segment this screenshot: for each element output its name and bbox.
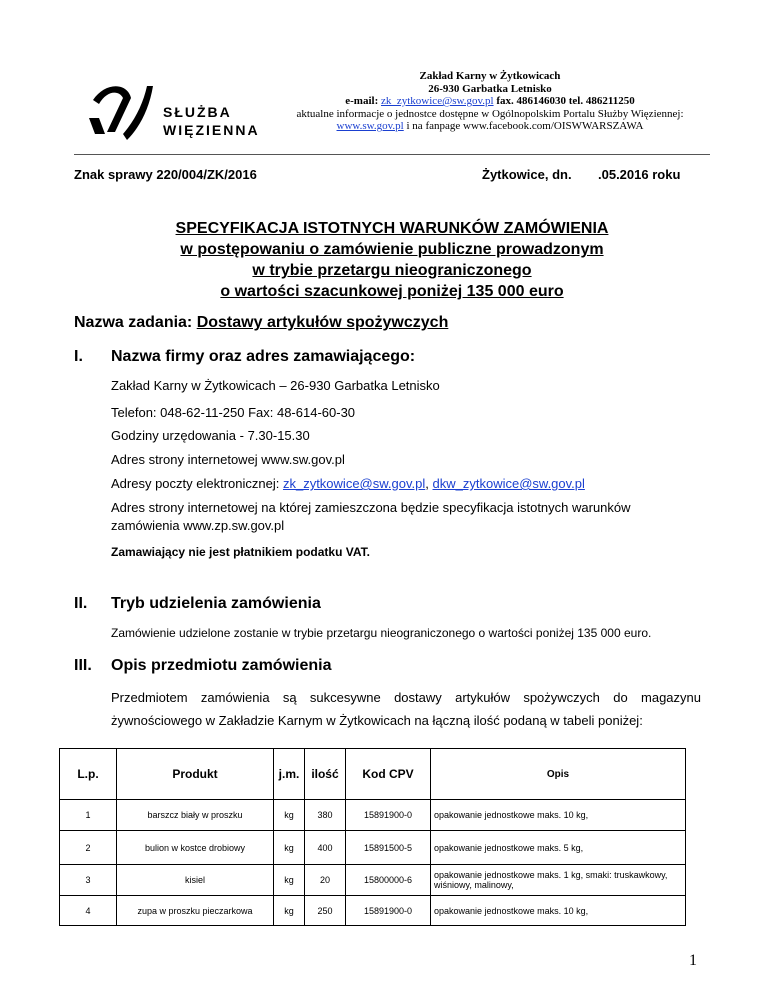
institution-name: Zakład Karny w Żytkowicach bbox=[419, 70, 561, 82]
cell-desc: opakowanie jednostkowe maks. 5 kg, bbox=[431, 831, 686, 865]
portal-info: aktualne informacje o jednostce dostępne w Ogólnopolskim Portalu Służby Więziennej: bbox=[296, 107, 684, 120]
title-line-4: o wartości szacunkowej poniżej 135 000 euro bbox=[220, 283, 564, 300]
col-header-cpv: Kod CPV bbox=[346, 749, 431, 800]
contracting-phone: Telefon: 048-62-11-250 Fax: 48-614-60-30 bbox=[111, 405, 356, 420]
logo-text-line2: WIĘZIENNA bbox=[163, 122, 260, 138]
email-link-1[interactable]: zk_zytkowice@sw.gov.pl bbox=[282, 476, 426, 491]
logo-emblem-icon bbox=[85, 80, 155, 150]
section-3-text: Przedmiotem zamówienia są sukcesywne dostawy artykułów spożywczych do magazynu żywnościowego w Zakładzie Karnym w Żytkowicach na łączną ilość podaną w tabeli poniżej: bbox=[111, 690, 701, 728]
table-header-row bbox=[60, 749, 686, 800]
email-label: e-mail: bbox=[345, 95, 381, 107]
cell-product: kisiel bbox=[117, 865, 274, 896]
cell-cpv: 15891900-0 bbox=[346, 800, 431, 831]
table-row bbox=[60, 831, 686, 865]
cell-qty: 20 bbox=[305, 865, 346, 896]
section-1-title: Nazwa firmy oraz adres zamawiającego: bbox=[111, 348, 416, 365]
header-divider bbox=[74, 154, 710, 155]
email-separator: , bbox=[425, 476, 433, 491]
cell-product: barszcz biały w proszku bbox=[117, 800, 274, 831]
cell-lp: 4 bbox=[60, 896, 117, 926]
cell-lp: 2 bbox=[60, 831, 117, 865]
cell-unit: kg bbox=[274, 896, 305, 926]
cell-desc: opakowanie jednostkowe maks. 1 kg, smaki: truskawkowy, wiśniowy, malinowy, bbox=[431, 865, 686, 896]
cell-lp: 3 bbox=[60, 865, 117, 896]
col-header-unit: j.m. bbox=[274, 749, 305, 800]
header-www-link[interactable]: www.sw.gov.pl bbox=[336, 120, 404, 132]
products-table bbox=[59, 748, 686, 926]
document-date: .05.2016 roku bbox=[598, 167, 681, 182]
header-email-link[interactable]: zk_zytkowice@sw.gov.pl bbox=[380, 95, 494, 107]
col-header-qty: ilość bbox=[305, 749, 346, 800]
place-date: Żytkowice, dn. bbox=[482, 167, 572, 182]
section-2-number: II. bbox=[74, 595, 88, 612]
section-3-number: III. bbox=[74, 657, 92, 674]
task-value: Dostawy artykułów spożywczych bbox=[196, 314, 449, 331]
cell-desc: opakowanie jednostkowe maks. 10 kg, bbox=[431, 896, 686, 926]
website: Adres strony internetowej www.sw.gov.pl bbox=[111, 452, 345, 467]
institution-address: 26-930 Garbatka Letnisko bbox=[428, 82, 552, 95]
section-3-title: Opis przedmiotu zamówienia bbox=[111, 657, 332, 674]
section-2-text: Zamówienie udzielone zostanie w trybie przetargu nieograniczonego o wartości poniżej 135 000 euro. bbox=[111, 626, 652, 640]
cell-unit: kg bbox=[274, 865, 305, 896]
office-hours: Godziny urzędowania - 7.30-15.30 bbox=[111, 428, 310, 443]
cell-cpv: 15891500-5 bbox=[346, 831, 431, 865]
document-title bbox=[74, 218, 710, 302]
email-addresses bbox=[111, 475, 585, 493]
table-row bbox=[60, 865, 686, 896]
cell-qty: 400 bbox=[305, 831, 346, 865]
spec-website: Adres strony internetowej na której zamieszczona będzie specyfikacja istotnych warunków zamówienia www.zp.sw.gov.pl bbox=[111, 500, 631, 533]
fax-tel: fax. 486146030 tel. 486211250 bbox=[493, 95, 635, 107]
section-1-number: I. bbox=[74, 348, 83, 365]
table-row bbox=[60, 896, 686, 926]
email-link-2[interactable]: dkw_zytkowice@sw.gov.pl bbox=[432, 476, 585, 491]
col-header-desc: Opis bbox=[431, 749, 686, 800]
vat-notice: Zamawiający nie jest płatnikiem podatku VAT. bbox=[111, 545, 370, 559]
cell-cpv: 15800000-6 bbox=[346, 865, 431, 896]
cell-unit: kg bbox=[274, 831, 305, 865]
page-number: 1 bbox=[689, 952, 697, 969]
letterhead bbox=[250, 70, 730, 133]
title-line-3: w trybie przetargu nieograniczonego bbox=[252, 262, 532, 279]
title-line-1: SPECYFIKACJA ISTOTNYCH WARUNKÓW ZAMÓWIENIA bbox=[175, 220, 609, 237]
task-name bbox=[74, 314, 448, 332]
col-header-product: Produkt bbox=[117, 749, 274, 800]
cell-product: zupa w proszku pieczarkowa bbox=[117, 896, 274, 926]
cell-lp: 1 bbox=[60, 800, 117, 831]
title-line-2: w postępowaniu o zamówienie publiczne prowadzonym bbox=[180, 241, 604, 258]
cell-desc: opakowanie jednostkowe maks. 10 kg, bbox=[431, 800, 686, 831]
logo-text-line1: SŁUŻBA bbox=[163, 104, 232, 120]
case-number: Znak sprawy 220/004/ZK/2016 bbox=[74, 167, 257, 182]
logo bbox=[85, 80, 270, 150]
contracting-address: Zakład Karny w Żytkowicach – 26-930 Garbatka Letnisko bbox=[111, 378, 440, 393]
task-label: Nazwa zadania: bbox=[74, 314, 197, 331]
section-2-title: Tryb udzielenia zamówienia bbox=[111, 595, 321, 612]
cell-cpv: 15891900-0 bbox=[346, 896, 431, 926]
cell-unit: kg bbox=[274, 800, 305, 831]
cell-qty: 250 bbox=[305, 896, 346, 926]
emails-label: Adresy poczty elektronicznej: bbox=[111, 476, 283, 491]
col-header-lp: L.p. bbox=[60, 749, 117, 800]
table-row bbox=[60, 800, 686, 831]
cell-qty: 380 bbox=[305, 800, 346, 831]
cell-product: bulion w kostce drobiowy bbox=[117, 831, 274, 865]
fanpage-text: i na fanpage www.facebook.com/OISWWARSZAWA bbox=[403, 120, 644, 132]
